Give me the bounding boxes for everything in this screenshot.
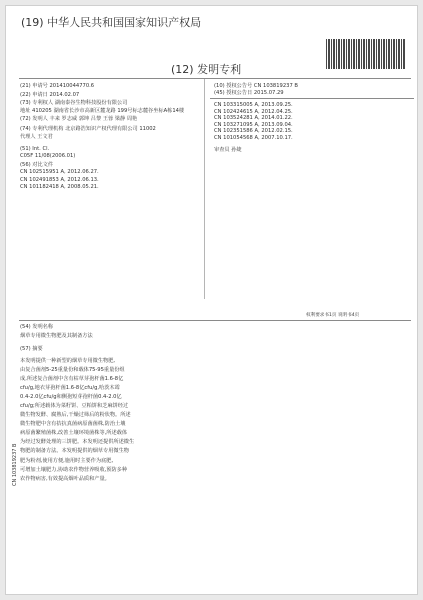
abstract-line: cfu/g,地衣芽孢杆菌1.6-8亿cfu/g,哈茨木霉: [20, 384, 120, 391]
application-number: (21) 申请号 201410044770.6: [20, 83, 95, 89]
bottom-rule: [19, 320, 411, 321]
abstract-line: cfu/g;所述载体为菜籽饼、豆粕饼和芝麻饼经过: [20, 402, 129, 409]
reference-2: CN 102491853 A, 2012.06.13.: [20, 176, 99, 183]
ref-right-5: CN 102351586 A, 2012.02.15.: [214, 128, 293, 134]
office-title: (19) 中华人民共和国国家知识产权局: [21, 16, 202, 29]
invention-title: 烟草专用微生物肥及其制备方法: [20, 332, 93, 339]
examiner: 审查员 孙婕: [214, 147, 242, 153]
abstract-line: 为经过发酵处理的三饼肥。本发明还提供所述微生: [20, 439, 135, 446]
abstract-line: 农作物病害,有效提高烟叶品质和产量。: [20, 475, 110, 482]
ref-right-1: CN 103315005 A, 2013.09.25.: [214, 102, 293, 108]
grant-date: (45) 授权公告日 2015.07.29: [214, 89, 284, 96]
ref-right-3: CN 103524281 A, 2014.01.22.: [214, 115, 293, 121]
int-cl-label: (51) Int. Cl.: [20, 145, 50, 152]
left-fields: [20, 83, 202, 191]
patent-page: [5, 5, 418, 595]
reference-1: CN 102515951 A, 2012.06.27.: [20, 169, 99, 175]
ref-right-2: CN 102424615 A, 2012.04.25.: [214, 108, 293, 115]
abstract-line: 可增加土壤肥力,协助农作物营养吸收,预防多种: [20, 466, 128, 473]
meta-rule: [210, 98, 414, 100]
int-cl-value: C05F 11/08(2006.01): [20, 153, 76, 159]
ref-right-6: CN 101054568 A, 2007.10.17.: [214, 134, 293, 141]
title-block: [20, 324, 93, 339]
references-label: (56) 对比文件: [20, 161, 54, 168]
barcode-image: [326, 39, 406, 69]
side-publication-code: CN 103819237 B: [12, 443, 18, 486]
grant-number: (10) 授权公告号 CN 103819237 B: [214, 83, 298, 89]
title-label: (54) 发明名称: [20, 324, 54, 330]
abstract-line: 病原菌繁殖菌株,改善土壤环境菌株等,所述载体: [20, 430, 128, 437]
column-divider: [204, 79, 205, 299]
agent: 代理人 王文君: [20, 134, 53, 140]
patentee: (73) 专利权人 湖南泰谷生物科技股份有限公司: [20, 100, 128, 106]
abstract-line: 成,所述复合菌剂中含有枯草芽孢杆菌1.6-8亿: [20, 375, 124, 382]
abstract-line: 微生物肥中含有拮抗真菌病原菌菌株,防治土壤: [20, 421, 126, 428]
reference-3: CN 101182418 A, 2008.05.21.: [20, 184, 99, 190]
abstract-line: 微生物发酵、腐熟后,干燥过筛后的粉状物。所述: [20, 412, 131, 419]
abstract-line: 物肥的制备方法。本发明提供的烟草专用微生物: [20, 448, 129, 455]
abstract: [20, 346, 215, 484]
application-date: (22) 申请日 2014.02.07: [20, 91, 80, 98]
abstract-line: 由复合菌剂5-25重量份和载体75-95重量份组: [20, 366, 125, 373]
abstract-line: 肥为粉剂,使用方便,施用时主要作为底肥,: [20, 457, 114, 464]
right-meta: [214, 83, 414, 154]
doc-type: (12) 发明专利: [171, 63, 242, 76]
abstract-label: (57) 摘要: [20, 346, 43, 352]
inventors: (72) 发明人 丰来 罗志威 郭坤 吕黎 王蓉 梁静 周艳: [20, 116, 138, 122]
abstract-line: 0.4-2.0亿cfu/g和侧孢短芽孢杆菌0.4-2.0亿: [20, 393, 122, 400]
address: 地址 410205 湖南省长沙市高新区麓龙路 199号标志麓谷坐标A栋14楼: [20, 107, 185, 114]
top-rule: [19, 78, 411, 79]
pages-note: 权利要求书1页 说明书4页: [306, 313, 360, 318]
ref-right-4: CN 103271095 A, 2013.09.04.: [214, 121, 293, 128]
abstract-line: 本发明提供一种新型的烟草专用微生物肥,: [20, 357, 116, 364]
agency: (74) 专利代理机构 北京路浩知识产权代理有限公司 11002: [20, 125, 156, 132]
